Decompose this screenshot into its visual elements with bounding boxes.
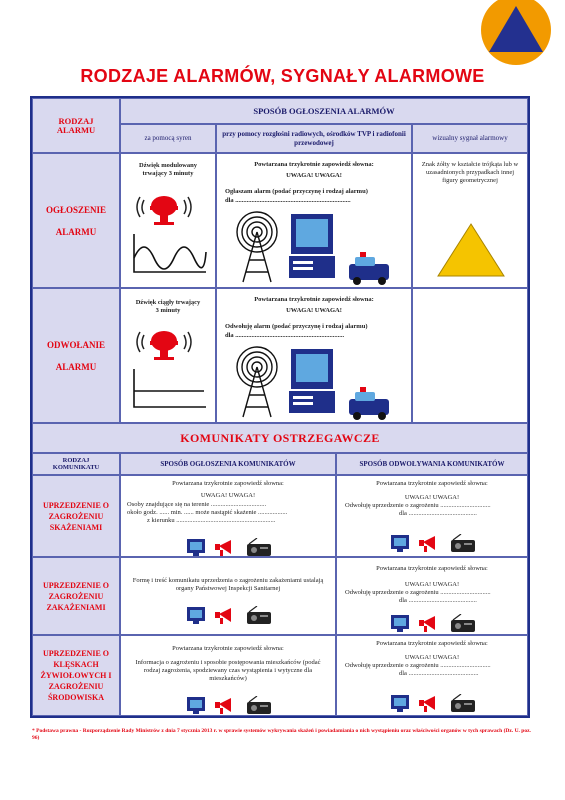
tv-icon bbox=[391, 695, 409, 712]
ogloszenie-radio-line3: Ogłaszam alarm (podać przyczynę i rodzaj alarmu) bbox=[225, 188, 368, 195]
siren-continuous-icon bbox=[128, 327, 208, 409]
header-rodzaj: RODZAJ ALARMU bbox=[32, 98, 120, 153]
civil-defence-logo bbox=[479, 0, 553, 66]
row-label-odwolanie: ODWOŁANIE ALARMU bbox=[32, 288, 120, 423]
megaphone-icon bbox=[419, 536, 435, 552]
header-sposob: SPOSÓB OGŁOSZENIA ALARMÓW bbox=[120, 98, 528, 124]
r3-a2: Informacja o zagrożeniu i sposobie postępowania mieszkańców (podać rodzaj zagrożenia, spodziewany czas wystąpienia i wytyczne dla mieszkańców) bbox=[135, 659, 321, 682]
tv-icon bbox=[391, 615, 409, 632]
odwolanie-radio-line3: Odwołuję alarm (podać przyczynę i rodzaj alarmu) bbox=[225, 323, 368, 330]
ogloszenie-wizual-text: Znak żółty w kształcie trójkąta lub w uzasadnionych przypadkach innej figury geometrycznej bbox=[421, 161, 519, 184]
megaphone-icon bbox=[419, 696, 435, 712]
header-syren: za pomocą syren bbox=[120, 124, 216, 153]
r1-a1: Powtarzana trzykrotnie zapowiedź słowna: bbox=[172, 480, 284, 487]
r3-b4: dla ........................................... bbox=[399, 670, 479, 677]
yellow-triangle-icon bbox=[436, 222, 506, 278]
ogloszenie-radio-line2: UWAGA! UWAGA! bbox=[286, 172, 342, 179]
header-radio: przy pomocy rozgłośni radiowych, ośrodków TVP i radiofonii przewodowej bbox=[216, 124, 412, 153]
megaphone-icon bbox=[215, 608, 231, 624]
kom-row2-odwol bbox=[336, 557, 528, 635]
cell-ogloszenie-radio bbox=[216, 153, 412, 288]
odwolanie-radio-line2: UWAGA! UWAGA! bbox=[286, 307, 342, 314]
radio-tv-car-icon bbox=[229, 210, 399, 286]
tv-icon bbox=[187, 697, 205, 714]
tv-icon bbox=[391, 535, 409, 552]
main-table bbox=[30, 96, 530, 718]
r2-a1: Formę i treść komunikatu uprzedzenia o zagrożeniu zakażeniami ustalają organy Państwowej Inspekcji Sanitarnej bbox=[132, 577, 324, 592]
ogloszenie-radio-line1: Powtarzana trzykrotnie zapowiedź słowna: bbox=[254, 161, 374, 168]
r1-a2: UWAGA! UWAGA! bbox=[200, 492, 256, 499]
radio-icon bbox=[451, 534, 475, 552]
r1-b4: dla .......................................... bbox=[399, 510, 477, 517]
tv-icon bbox=[187, 607, 205, 624]
odwolanie-radio-line1: Powtarzana trzykrotnie zapowiedź słowna: bbox=[254, 296, 374, 303]
siren-modulated-icon bbox=[128, 192, 208, 274]
ogloszenie-syren-text: Dźwięk modulowany trwający 3 minuty bbox=[139, 162, 197, 177]
cell-ogloszenie-syren bbox=[120, 153, 216, 288]
radio-icon bbox=[451, 694, 475, 712]
r1-a3: Osoby znajdujące się na terenie .................................. bbox=[127, 501, 267, 508]
komunikaty-title bbox=[32, 423, 528, 453]
kom-header-rodzaj: RODZAJ KOMUNIKATU bbox=[32, 453, 120, 475]
ogloszenie-radio-line4: dla ....................................................................... bbox=[225, 197, 351, 204]
page-title: RODZAJE ALARMÓW, SYGNAŁY ALARMOWE bbox=[80, 66, 485, 86]
media-icons bbox=[391, 534, 477, 559]
cell-odwolanie-wizual bbox=[412, 288, 528, 423]
odwolanie-radio-line4: dla ................................................................... bbox=[225, 332, 345, 339]
r1-b3: Odwołuję uprzedzenie o zagrożeniu ............................... bbox=[345, 502, 491, 509]
radio-tv-car-icon bbox=[229, 345, 399, 421]
kom-row1-odwol bbox=[336, 475, 528, 557]
r1-a4: około godz. ...... min. ...... może nastąpić skażenie .................. bbox=[127, 509, 288, 516]
r1-b1: Powtarzana trzykrotnie zapowiedź słowna: bbox=[376, 480, 488, 487]
r2-b3: Odwołuję uprzedzenie o zagrożeniu ............................... bbox=[345, 589, 491, 596]
kom-header-oglosz: SPOSÓB OGŁOSZENIA KOMUNIKATÓW bbox=[120, 453, 336, 475]
radio-icon bbox=[247, 696, 271, 714]
kom-row3-oglosz bbox=[120, 635, 336, 716]
media-icons bbox=[187, 696, 273, 721]
r2-b1: Powtarzana trzykrotnie zapowiedź słowna: bbox=[376, 565, 488, 572]
r1-a5: z kierunku ............................................................. bbox=[147, 517, 276, 524]
radio-icon bbox=[247, 538, 271, 556]
media-icons bbox=[187, 606, 273, 631]
r2-b2: UWAGA! UWAGA! bbox=[404, 581, 460, 588]
radio-icon bbox=[451, 614, 475, 632]
megaphone-icon bbox=[215, 698, 231, 714]
r3-b2: UWAGA! UWAGA! bbox=[404, 654, 460, 661]
kom-row3-label: UPRZEDZENIE O KLĘSKACH ŻYWIOŁOWYCH I ZAGROŻENIU ŚRODOWISKA bbox=[32, 635, 120, 716]
odwolanie-syren-text: Dźwięk ciągły trwający 3 minuty bbox=[135, 299, 201, 314]
header-wizual: wizualny sygnał alarmowy bbox=[412, 124, 528, 153]
komunikaty-title-text: KOMUNIKATY OSTRZEGAWCZE bbox=[180, 430, 380, 445]
megaphone-icon bbox=[215, 540, 231, 556]
megaphone-icon bbox=[419, 616, 435, 632]
r3-b1: Powtarzana trzykrotnie zapowiedź słowna: bbox=[376, 640, 488, 647]
kom-row3-odwol bbox=[336, 635, 528, 716]
cell-odwolanie-syren bbox=[120, 288, 216, 423]
footnote: * Podstawa prawna - Rozporządzenie Rady Ministrów z dnia 7 stycznia 2013 r. w sprawie systemów wykrywania skażeń i powiadamiania o nich wystąpieniu oraz właściwości organów w tych sprawach (Dz. U. poz. 96) bbox=[32, 728, 531, 741]
cell-ogloszenie-wizual bbox=[412, 153, 528, 288]
kom-row2-oglosz bbox=[120, 557, 336, 635]
kom-header-odwol: SPOSÓB ODWOŁYWANIA KOMUNIKATÓW bbox=[336, 453, 528, 475]
tv-icon bbox=[187, 539, 205, 556]
kom-row2-label: UPRZEDZENIE O ZAGROŻENIU ZAKAŻENIAMI bbox=[32, 557, 120, 635]
cell-odwolanie-radio bbox=[216, 288, 412, 423]
r3-b3: Odwołuję uprzedzenie o zagrożeniu ............................... bbox=[345, 662, 491, 669]
kom-row1-oglosz bbox=[120, 475, 336, 557]
kom-row1-label: UPRZEDZENIE O ZAGROŻENIU SKAŻENIAMI bbox=[32, 475, 120, 557]
r1-b2: UWAGA! UWAGA! bbox=[404, 494, 460, 501]
r3-a1: Powtarzana trzykrotnie zapowiedź słowna: bbox=[172, 645, 284, 652]
row-label-ogloszenie: OGŁOSZENIE ALARMU bbox=[32, 153, 120, 288]
media-icons bbox=[391, 694, 477, 719]
radio-icon bbox=[247, 606, 271, 624]
r2-b4: dla .......................................... bbox=[399, 597, 477, 604]
